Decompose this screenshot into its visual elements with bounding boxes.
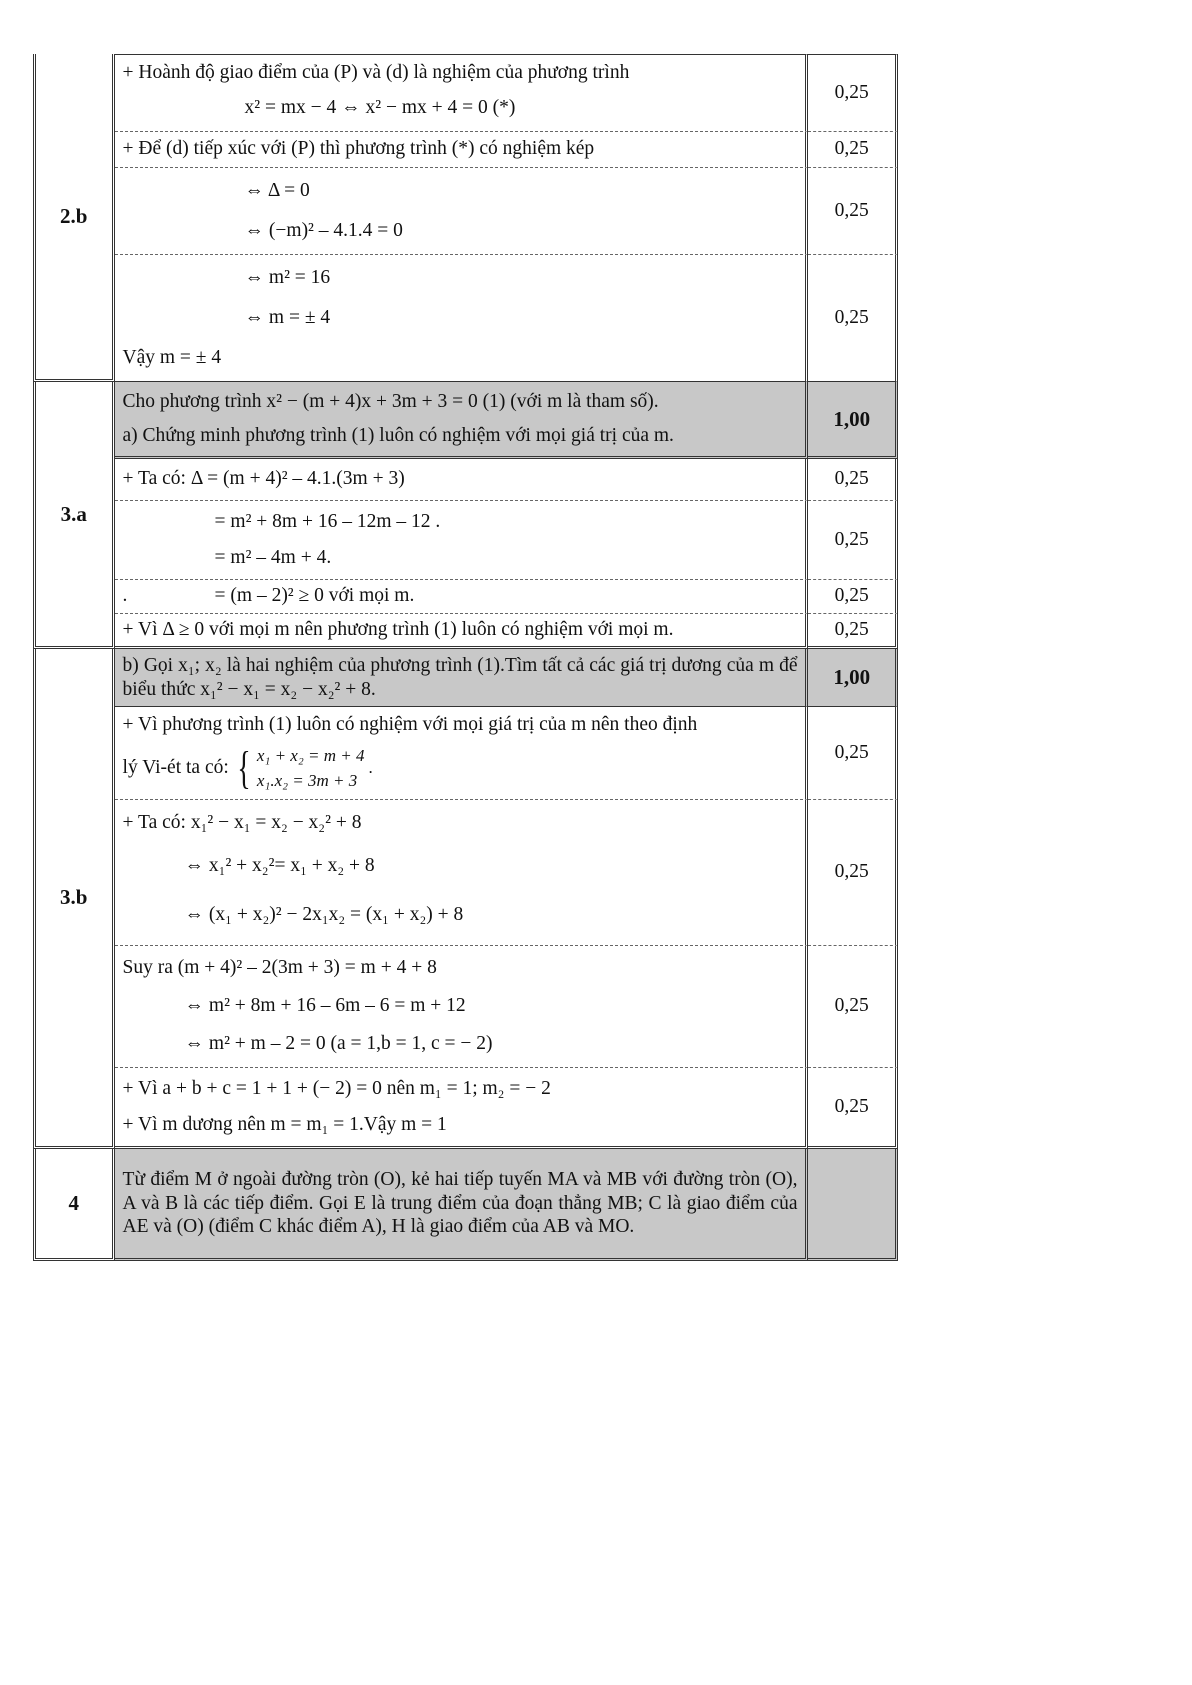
problem-text: Từ điểm M ở ngoài đường tròn (O), kẻ hai tiếp tuyến MA và MB với đường tròn (O), A và B là các tiếp điểm. Gọi E là trung điểm của đoạn thẳng MB; C là giao điểm của AE và (O) (điểm C khác điểm A), H là giao điểm của AB và MO. [122, 1168, 798, 1238]
score-cell: 0,25 [808, 168, 898, 255]
score-cell: 1,00 [808, 382, 898, 459]
table-row [33, 946, 898, 1068]
vieta-product: x₁.x₂ = 3m + 3 [256, 771, 358, 790]
equation-line: x² = mx − 4 ⇔ x² − mx + 4 = 0 (*) [244, 96, 516, 118]
problem-line: Cho phương trình x² − (m + 4)x + 3m + 3 = 0 (1) (với m là tham số). [122, 390, 659, 412]
content-line: + Để (d) tiếp xúc với (P) thì phương trình (*) có nghiệm kép [122, 138, 595, 160]
content-line: + Hoành độ giao điểm của (P) và (d) là nghiệm của phương trình [122, 61, 630, 83]
section-label-2b: 2.b [33, 54, 115, 382]
score-cell: 0,25 [808, 707, 898, 800]
table-row [33, 649, 898, 707]
equation-line: ⇔ (−m)² – 4.1.4 = 0 [244, 219, 403, 241]
table-row [33, 800, 898, 946]
equation-line: ⇔ x₁² + x₂²= x₁ + x₂ + 8 [184, 855, 375, 877]
table-row [33, 1068, 898, 1149]
score-cell: 0,25 [808, 614, 898, 649]
equation-line: ⇔ m² + 8m + 16 – 6m – 6 = m + 12 [184, 995, 466, 1017]
score-cell: 0,25 [808, 946, 898, 1068]
section-label-3b: 3.b [33, 649, 115, 1149]
equation-line: ⇔ m = ± 4 [244, 306, 331, 328]
table-row [33, 501, 898, 580]
problem-text: b) Gọi x₁; x₂ là hai nghiệm của phương trình (1).Tìm tất cả các giá trị dương của m để biểu thức x₁² − x₁ = x₂ − x₂² + 8. [122, 654, 798, 700]
table-row [33, 614, 898, 649]
equation-line: = m² – 4m + 4. [214, 546, 332, 568]
equation-line: ⇔ Δ = 0 [244, 179, 310, 201]
equation-line: ⇔ (x₁ + x₂)² − 2x₁x₂ = (x₁ + x₂) + 8 [184, 904, 464, 926]
equation-line: = (m – 2)² ≥ 0 với mọi m. [214, 585, 415, 607]
content-line: + Vì phương trình (1) luôn có nghiệm với mọi giá trị của m nên theo định [122, 713, 698, 735]
brace-icon: { [237, 742, 251, 793]
score-cell: 0,25 [808, 800, 898, 946]
table-row [33, 54, 898, 132]
content-line: Suy ra (m + 4)² – 2(3m + 3) = m + 4 + 8 [122, 957, 437, 979]
score-cell: 0,25 [808, 255, 898, 382]
section-label-3a: 3.a [33, 382, 115, 649]
table-row [33, 1149, 898, 1261]
equation-line: ⇔ m² = 16 [244, 266, 331, 288]
equation-line: = m² + 8m + 16 – 12m – 12 . [214, 510, 441, 532]
leading-dot: . [122, 585, 128, 607]
content-line: + Ta có: Δ = (m + 4)² – 4.1.(3m + 3) [122, 468, 405, 490]
vieta-end: . [368, 758, 373, 778]
table-row [33, 382, 898, 459]
score-cell [808, 1149, 898, 1261]
equation-line: ⇔ m² + m – 2 = 0 (a = 1,b = 1, c = − 2) [184, 1033, 493, 1055]
score-cell: 0,25 [808, 54, 898, 132]
score-cell: 1,00 [808, 649, 898, 707]
score-cell: 0,25 [808, 459, 898, 501]
content-line: + Vì Δ ≥ 0 với mọi m nên phương trình (1) luôn có nghiệm với mọi m. [122, 618, 674, 640]
table-row [33, 255, 898, 382]
vieta-system [233, 743, 373, 794]
table-row [33, 132, 898, 168]
table-row [33, 707, 898, 800]
problem-line: a) Chứng minh phương trình (1) luôn có nghiệm với mọi giá trị của m. [122, 424, 674, 446]
conclusion-line: + Vì m dương nên m = m₁ = 1.Vậy m = 1 [122, 1113, 447, 1135]
score-cell: 0,25 [808, 580, 898, 614]
conclusion-line: Vậy m = ± 4 [122, 346, 222, 368]
score-cell: 0,25 [808, 501, 898, 580]
table-row [33, 168, 898, 255]
content-line: + Ta có: x₁² − x₁ = x₂ − x₂² + 8 [122, 812, 362, 834]
content-line: lý Vi-ét ta có: [122, 756, 229, 778]
answer-table [33, 54, 898, 1261]
score-cell: 0,25 [808, 132, 898, 168]
section-label-4: 4 [33, 1149, 115, 1261]
content-line: + Vì a + b + c = 1 + 1 + (− 2) = 0 nên m₁ = 1; m₂ = − 2 [122, 1077, 551, 1099]
vieta-sum: x₁ + x₂ = m + 4 [256, 745, 365, 765]
table-row [33, 459, 898, 501]
score-cell: 0,25 [808, 1068, 898, 1149]
table-row [33, 580, 898, 614]
